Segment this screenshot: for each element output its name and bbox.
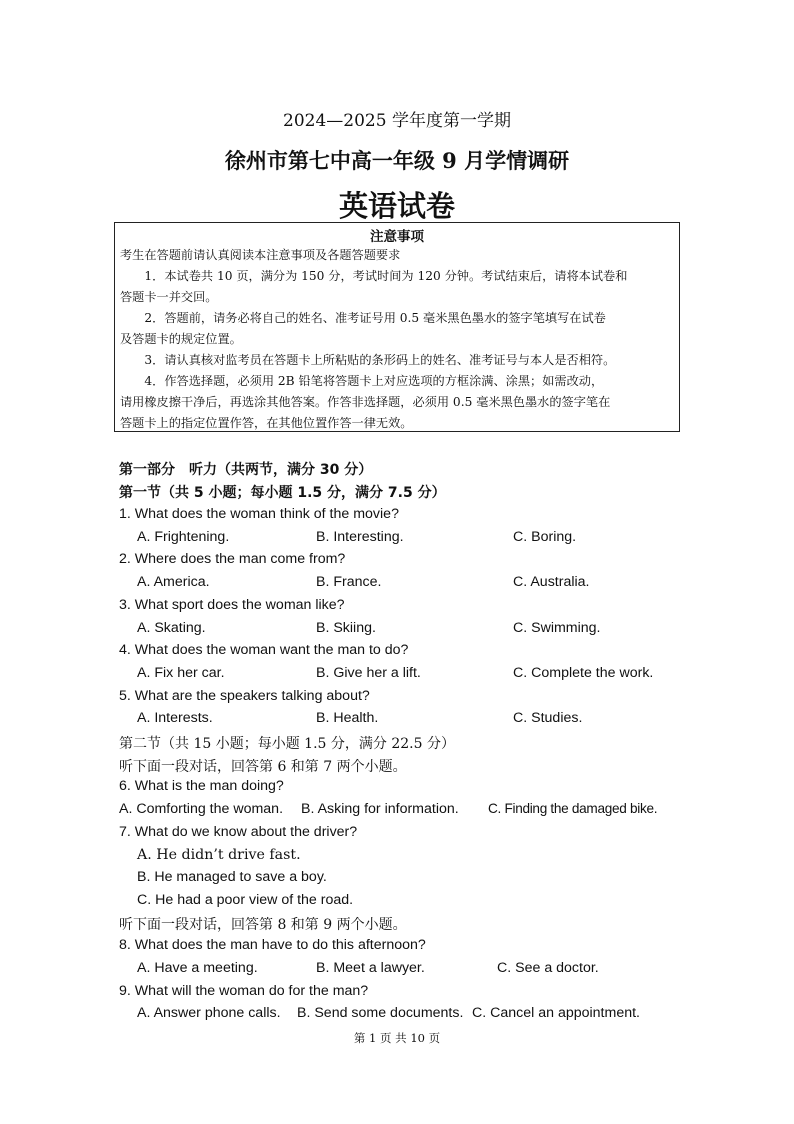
notice-line: 请用橡皮擦干净后，再选涂其他答案。作答非选择题，必须用 0.5 毫米黑色墨水的签字笔在 bbox=[120, 395, 611, 409]
section1-heading: 第一节（共 5 小题；每小题 1.5 分，满分 7.5 分） bbox=[119, 485, 446, 501]
year-term: 2024—2025 学年度第一学期 bbox=[283, 111, 511, 131]
school-exam-title: 徐州市第七中高一年级 9 月学情调研 bbox=[224, 148, 570, 173]
option-c: C. Boring. bbox=[513, 529, 577, 545]
question-stem: 7. What do we know about the driver? bbox=[119, 824, 358, 840]
option-b: B. Health. bbox=[316, 710, 379, 726]
option-b: B. Send some documents. bbox=[297, 1005, 464, 1021]
option-b: B. Interesting. bbox=[316, 529, 404, 545]
notice-line: 答题卡一并交回。 bbox=[120, 290, 218, 304]
option-c: C. Complete the work. bbox=[513, 665, 654, 681]
option-b: B. He managed to save a boy. bbox=[137, 869, 327, 885]
notice-box bbox=[114, 222, 680, 432]
question-stem: 1. What does the woman think of the movie? bbox=[119, 506, 399, 522]
option-b: B. Give her a lift. bbox=[316, 665, 421, 681]
question-stem: 6. What is the man doing? bbox=[119, 778, 284, 794]
instruction-8-9: 听下面一段对话，回答第 8 和第 9 两个小题。 bbox=[119, 917, 407, 933]
notice-line: 4．作答选择题，必须用 2B 铅笔将答题卡上对应选项的方框涂满、涂黑；如需改动， bbox=[120, 374, 604, 388]
notice-line: 1．本试卷共 10 页，满分为 150 分，考试时间为 120 分钟。考试结束后，请将本试卷和 bbox=[120, 269, 628, 283]
question-stem: 9. What will the woman do for the man? bbox=[119, 983, 369, 999]
section2-heading: 第二节（共 15 小题；每小题 1.5 分，满分 22.5 分） bbox=[119, 736, 455, 752]
question-stem: 4. What does the woman want the man to do? bbox=[119, 642, 409, 658]
option-a: A. Have a meeting. bbox=[137, 960, 258, 976]
instruction-6-7: 听下面一段对话，回答第 6 和第 7 两个小题。 bbox=[119, 759, 407, 775]
question-stem: 3. What sport does the woman like? bbox=[119, 597, 345, 613]
question-stem: 2. Where does the man come from? bbox=[119, 551, 346, 567]
page-number: 第 1 页 共 10 页 bbox=[353, 1031, 441, 1045]
notice-line: 2．答题前，请务必将自己的姓名、准考证号用 0.5 毫米黑色墨水的签字笔填写在试卷 bbox=[120, 311, 606, 325]
option-c: C. Australia. bbox=[513, 574, 590, 590]
subject-title: 英语试卷 bbox=[338, 189, 455, 223]
option-a: A. America. bbox=[137, 574, 210, 590]
option-a: A. Skating. bbox=[137, 620, 206, 636]
option-a: A. Fix her car. bbox=[137, 665, 225, 681]
notice-line: 考生在答题前请认真阅读本注意事项及各题答题要求 bbox=[120, 248, 401, 262]
option-b: B. Meet a lawyer. bbox=[316, 960, 425, 976]
option-a: A. Comforting the woman. bbox=[119, 801, 284, 817]
option-c: C. See a doctor. bbox=[497, 960, 599, 976]
part1-heading: 第一部分 听力（共两节，满分 30 分） bbox=[119, 462, 373, 478]
option-a: A. Answer phone calls. bbox=[137, 1005, 281, 1021]
option-c: C. Finding the damaged bike. bbox=[488, 801, 658, 816]
option-a: A. He didn’t drive fast. bbox=[137, 847, 301, 863]
option-b: B. Asking for information. bbox=[301, 801, 459, 817]
question-stem: 5. What are the speakers talking about? bbox=[119, 688, 370, 704]
option-a: A. Interests. bbox=[137, 710, 213, 726]
notice-line: 答题卡上的指定位置作答，在其他位置作答一律无效。 bbox=[120, 416, 413, 430]
option-c: C. He had a poor view of the road. bbox=[137, 892, 354, 908]
notice-line: 及答题卡的规定位置。 bbox=[120, 332, 242, 346]
question-stem: 8. What does the man have to do this afternoon? bbox=[119, 937, 426, 953]
option-c: C. Swimming. bbox=[513, 620, 601, 636]
option-c: C. Cancel an appointment. bbox=[472, 1005, 640, 1021]
option-a: A. Frightening. bbox=[137, 529, 230, 545]
notice-title: 注意事项 bbox=[370, 229, 424, 245]
notice-line: 3．请认真核对监考员在答题卡上所粘贴的条形码上的姓名、准考证号与本人是否相符。 bbox=[120, 353, 616, 367]
option-b: B. Skiing. bbox=[316, 620, 376, 636]
option-c: C. Studies. bbox=[513, 710, 583, 726]
option-b: B. France. bbox=[316, 574, 382, 590]
